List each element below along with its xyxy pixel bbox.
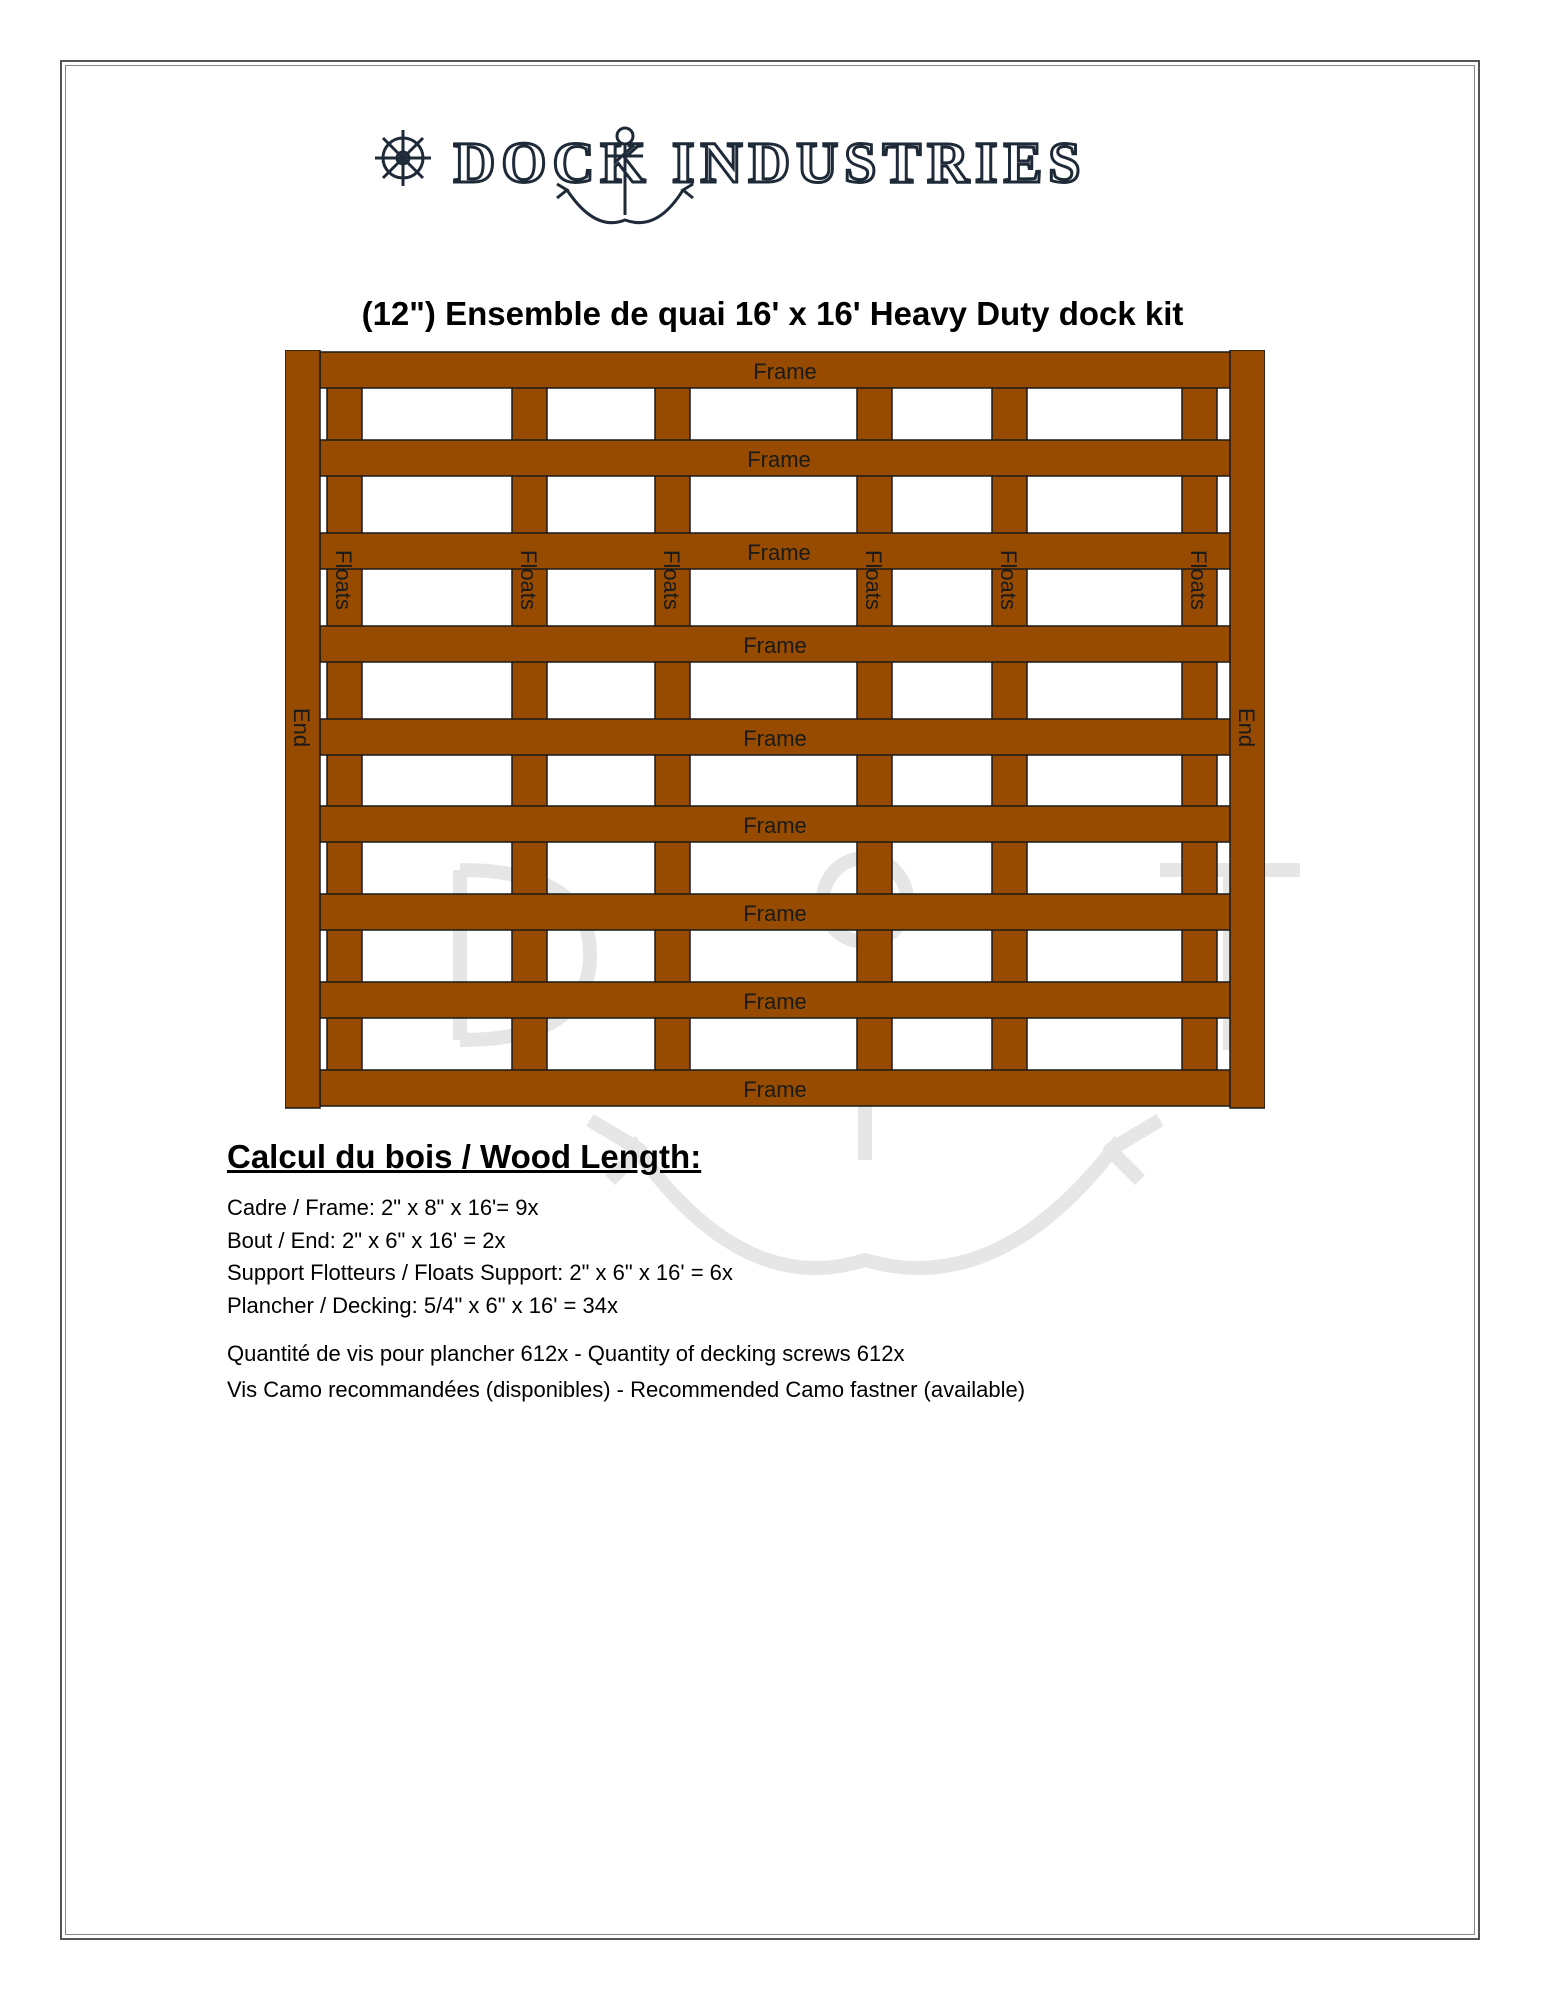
ship-wheel-icon: [375, 130, 431, 186]
dock-frame-diagram: [285, 350, 1265, 1110]
frame-label: Frame: [747, 447, 811, 472]
floats-label: Floats: [861, 550, 886, 610]
floats-label: Floats: [996, 550, 1021, 610]
wood-item-floats-support: Support Flotteurs / Floats Support: 2" x 6" x 16' = 6x: [227, 1260, 733, 1285]
frame-label: Frame: [747, 540, 811, 565]
end-label: End: [289, 708, 314, 748]
wood-item-decking: Plancher / Decking: 5/4" x 6" x 16' = 34x: [227, 1292, 618, 1318]
floats-label: Floats: [331, 550, 356, 610]
frame-label: Frame: [743, 901, 807, 926]
notes: [227, 1336, 1025, 1408]
wood-length-list: [227, 1192, 733, 1322]
floats-label: Floats: [1186, 550, 1211, 610]
dock-industries-logo: [295, 120, 1245, 235]
screws-note: Quantité de vis pour plancher 612x - Quantity of decking screws 612x: [227, 1341, 905, 1366]
fastener-note: Vis Camo recommandées (disponibles) - Recommended Camo fastner (available): [227, 1377, 1026, 1402]
wood-item-end: Bout / End: 2" x 6" x 16' = 2x: [227, 1227, 506, 1253]
frame-label: Frame: [743, 989, 807, 1014]
frame-label: Frame: [743, 633, 807, 658]
wood-item-frame: Cadre / Frame: 2" x 8" x 16'= 9x: [227, 1195, 539, 1220]
floats-label: Floats: [516, 550, 541, 610]
logo-text: DOCK INDUSTRIES: [453, 130, 1087, 195]
frame-label: Frame: [753, 359, 817, 384]
page-title: (12") Ensemble de quai 16' x 16' Heavy Duty dock kit: [361, 295, 1184, 332]
end-label: End: [1234, 708, 1259, 748]
frame-label: Frame: [743, 1077, 807, 1102]
frame-label: Frame: [743, 813, 807, 838]
floats-label: Floats: [659, 550, 684, 610]
frame-label: Frame: [743, 726, 807, 751]
wood-length-heading: Calcul du bois / Wood Length:: [227, 1138, 702, 1175]
